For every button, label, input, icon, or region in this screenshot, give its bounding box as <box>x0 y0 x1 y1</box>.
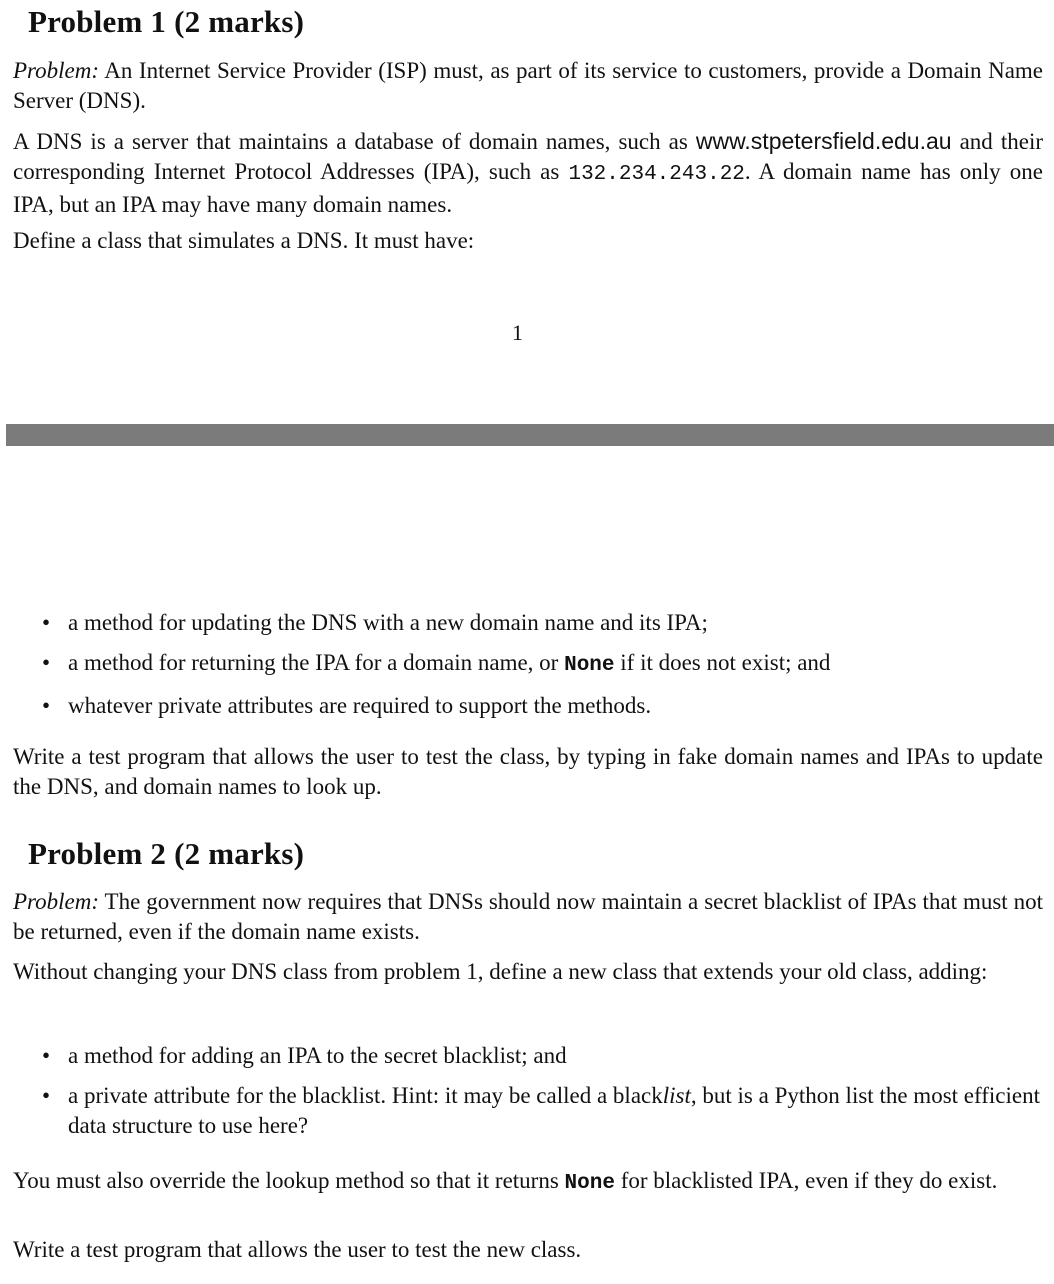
example-domain: www.stpetersfield.edu.au <box>695 128 952 154</box>
list-item <box>40 608 1040 638</box>
problem-1-intro-text: An Internet Service Provider (ISP) must, as part of its service to customers, provide a Domain Name Server (DNS). <box>13 58 1043 113</box>
dns-description <box>13 126 1043 220</box>
list-item <box>40 1081 1040 1141</box>
bullet-text: if it does not exist; and <box>614 650 831 675</box>
bullet-icon: • <box>42 693 51 718</box>
bullet-emphasis: list <box>662 1083 691 1108</box>
bullet-text: a method for updating the DNS with a new domain name and its IPA; <box>68 610 708 635</box>
code-none: None <box>564 1172 615 1195</box>
page-separator <box>6 424 1054 446</box>
list-item <box>40 648 1040 681</box>
bullet-text: whatever private attributes are required to support the methods. <box>68 693 652 718</box>
bullet-text: a method for adding an IPA to the secret blacklist; and <box>68 1043 567 1068</box>
override-text-a: You must also override the lookup method so that it returns <box>13 1168 565 1193</box>
dns-text-a: A DNS is a server that maintains a database of domain names, such as <box>13 129 696 154</box>
page-number: 1 <box>512 320 523 345</box>
list-item <box>40 1041 1040 1071</box>
override-text <box>13 1166 1043 1199</box>
problem-1-test-text: Write a test program that allows the user to test the class, by typing in fake domain names and IPAs to update the DNS, and domain names to look up. <box>13 744 1043 799</box>
list-item <box>40 691 1040 721</box>
problem-1-intro <box>13 56 1043 116</box>
page-gap <box>0 446 1054 596</box>
bullet-text: a method for returning the IPA for a domain name, or <box>68 650 565 675</box>
bullet-icon: • <box>42 1083 51 1108</box>
code-none: None <box>564 654 615 677</box>
problem-2-intro-text: The government now requires that DNSs should now maintain a secret blacklist of IPAs that must not be returned, even if the domain name exists. <box>13 889 1043 944</box>
problem-label: Problem: <box>13 889 100 914</box>
bullet-text: , but is a Python list the most efficient data structure to use here? <box>68 1083 1040 1138</box>
dns-text-c: . A domain name has only one IPA, but an IPA may have many domain names. <box>13 159 1043 217</box>
problem-2-intro <box>13 887 1043 947</box>
problem-1-requirements <box>40 608 1040 721</box>
bullet-text: a private attribute for the blacklist. Hint: it may be called a black <box>68 1083 663 1108</box>
bullet-icon: • <box>42 610 51 635</box>
bullet-icon: • <box>42 1043 51 1068</box>
problem-2-test-text: Write a test program that allows the user to test the new class. <box>13 1237 582 1262</box>
example-ipa: 132.234.243.22 <box>568 163 745 186</box>
dns-text-b: and their corresponding Internet Protocol Addresses (IPA), such as <box>13 129 1043 184</box>
problem-label: Problem: <box>13 58 100 83</box>
extend-class-text: Without changing your DNS class from problem 1, define a new class that extends your old class, adding: <box>13 959 988 984</box>
problem-1-heading: Problem 1 (2 marks) <box>28 4 305 39</box>
problem-2-heading: Problem 2 (2 marks) <box>28 836 305 871</box>
problem-2-requirements <box>40 1041 1040 1141</box>
override-text-b: for blacklisted IPA, even if they do exist. <box>614 1168 998 1193</box>
bullet-icon: • <box>42 650 51 675</box>
define-class-text: Define a class that simulates a DNS. It must have: <box>13 228 475 253</box>
